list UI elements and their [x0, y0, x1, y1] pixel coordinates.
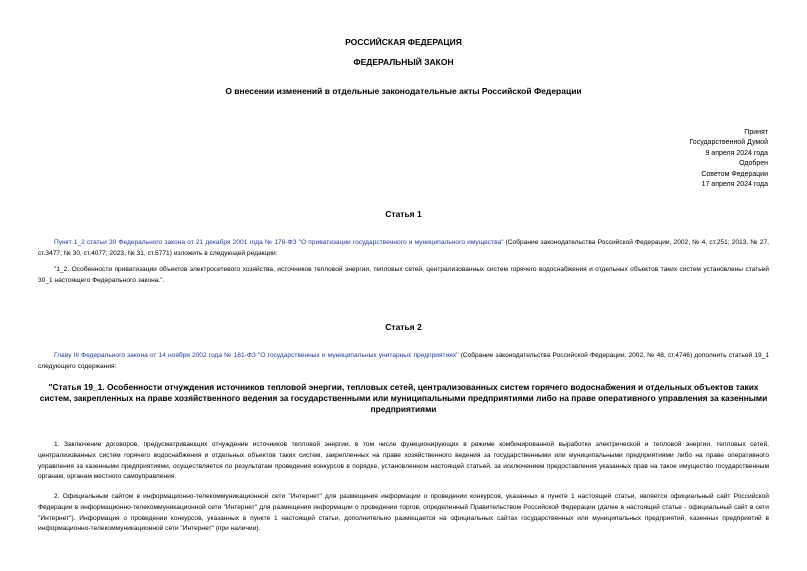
article-2-reference-link[interactable]: Главу III Федерального закона от 14 ноября 2002 года № 161-ФЗ "О государственных и муниципальных унитарных предприятиях" [54, 352, 459, 359]
adoption-line: Одобрен [739, 160, 768, 168]
item-2-paragraph: 2. Официальным сайтом в информационно-телекоммуникационной сети "Интернет" для размещения информации о проведении конкурсов, указанных в пункте 1 настоящей статьи, является официальный сайт Российской Федерации в информационно-телекоммуникационной сети "Интернет" для размещения информации о проведении торгов, определенный Правительством Российской Федерации (далее в настоящей статье - официальный сайт в сети "Интернет"). Информация о проведении конкурсов, указанных в пункте 1 настоящей статьи, дополнительно размещается на официальных сайтах государственных или муниципальных предприятий, казенных предприятий в информационно-телекоммуникационной сети "Интернет" (при наличии). [38, 493, 769, 533]
article-2-paragraph [38, 351, 769, 373]
adoption-line: 9 апреля 2024 года [705, 149, 768, 157]
item-1-paragraph: 1. Заключение договоров, предусматривающих отчуждение источников тепловой энергии, в том числе функционирующих в режиме комбинированной выработки электрической и тепловой энергии, тепловых сетей, централизованных систем горячего водоснабжения и отдельных объектов таких систем, закрепленных на праве хозяйственного ведения за государственными или муниципальными предприятиями либо на праве оперативного управления за казенными предприятиями, осуществляется по результатам проведения конкурсов в порядке, установленном настоящей статьей, за исключением предоставления указанных прав на такое имущество государственным органам, органам местного самоуправления. [38, 441, 769, 481]
article-1-quote: "1_2. Особенности приватизации объектов электросетевого хозяйства, источников тепловой энергии, тепловых сетей, централизованных систем горячего водоснабжения и отдельных объектов таких систем установлены статьей 30_1 настоящего Федерального закона.". [38, 266, 769, 284]
article-2-heading: Статья 2 [385, 322, 422, 332]
article-2-text: (Собрание законодательства Российской Федерации, 2002, № 48, ст.4746) дополнить статьей 19_1 следующего содержания: [38, 352, 769, 370]
article-1-text: (Собрание законодательства Российской Федерации, 2002, № 4, ст.251; 2013, № 27, ст.3477; № 30, ст.4077; 2023, № 31, ст.5771) изложить в следующей редакции: [38, 239, 770, 257]
article-1-reference-link[interactable]: Пункт 1_2 статьи 30 Федерального закона от 21 декабря 2001 года № 178-ФЗ "О приватизации государственного и муниципального имущества" [54, 239, 504, 246]
adoption-line: Советом Федерации [701, 170, 768, 178]
adoption-line: Принят [744, 129, 768, 136]
law-type-heading: ФЕДЕРАЛЬНЫЙ ЗАКОН [353, 57, 454, 67]
adoption-block [689, 128, 768, 190]
article-1-paragraph [38, 238, 769, 260]
law-title: О внесении изменений в отдельные законодательные акты Российской Федерации [225, 86, 582, 96]
country-heading: РОССИЙСКАЯ ФЕДЕРАЦИЯ [345, 37, 462, 47]
adoption-line: 17 апреля 2024 года [701, 181, 768, 189]
article-1-heading: Статья 1 [385, 209, 422, 219]
new-article-heading: "Статья 19_1. Особенности отчуждения источников тепловой энергии, тепловых сетей, централизованных систем горячего водоснабжения и отдельных объектов таких систем, закрепленных на праве хозяйственного ведения за государственными или муниципальными предприятиями либо на праве оперативного управления за казенными предприятиями [39, 382, 768, 414]
adoption-line: Государственной Думой [689, 139, 768, 147]
